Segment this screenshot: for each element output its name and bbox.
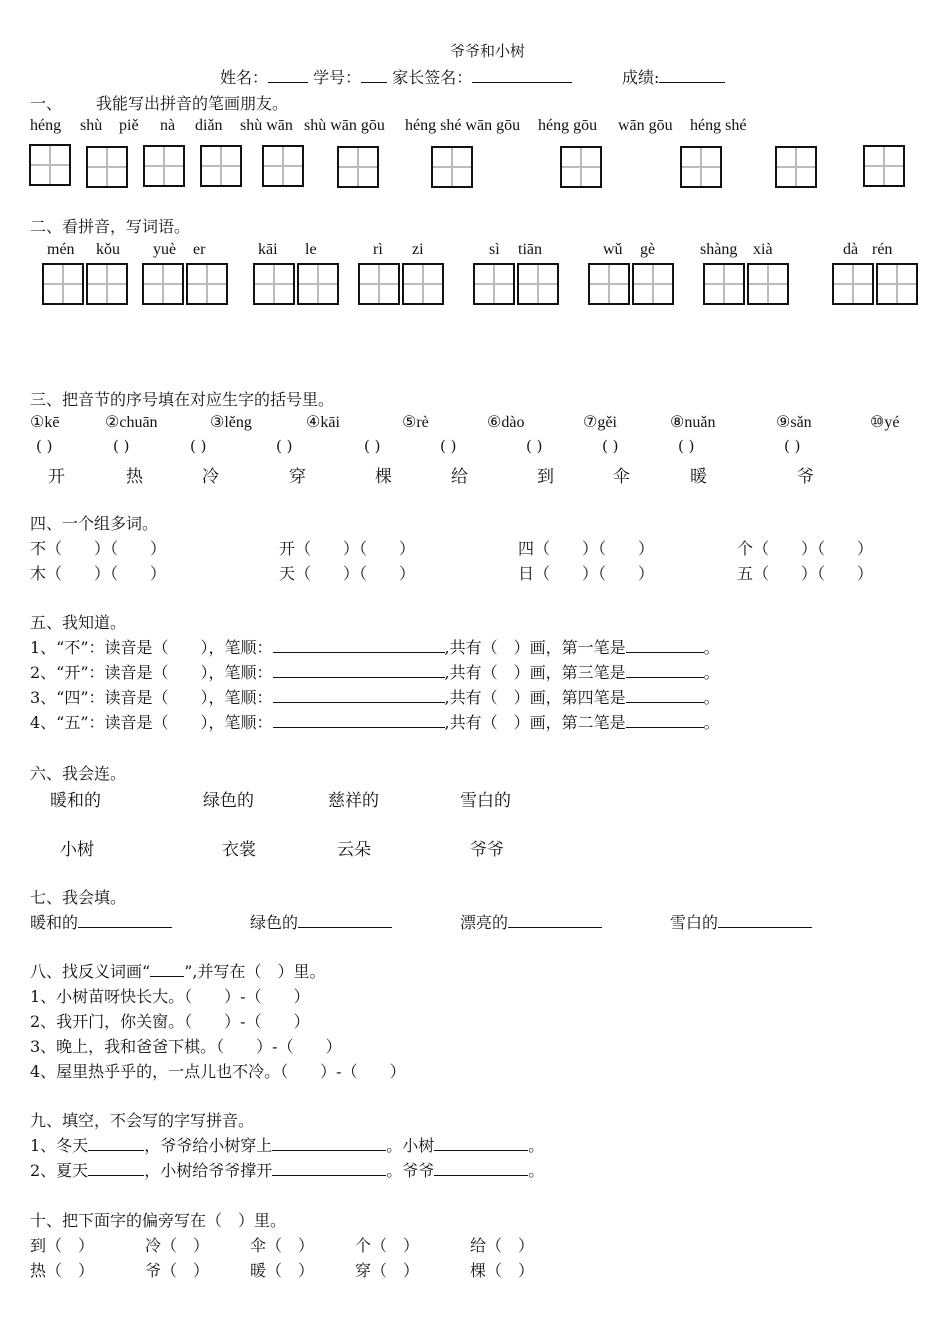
pinyin: zi — [412, 241, 424, 258]
writing-box[interactable] — [560, 146, 602, 188]
fill-blank[interactable] — [272, 1136, 386, 1151]
writing-box[interactable] — [142, 263, 184, 305]
hanzi: 穿 — [289, 467, 306, 487]
word-group[interactable]: 个（ ）（ ） — [737, 539, 874, 558]
know-line — [30, 685, 720, 708]
pinyin: kǒu — [96, 241, 120, 258]
fill-blank[interactable] — [88, 1136, 144, 1151]
syllable: ⑩yé — [870, 414, 900, 431]
know-line-pre: 4、“五”：读音是（ ），笔顺： — [30, 713, 273, 732]
match-word[interactable]: 绿色的 — [203, 791, 254, 811]
antonym-line[interactable]: 2、我开门，你关窗。（ ）-（ ） — [30, 1012, 310, 1031]
s10-title: 十、把下面字的偏旁写在（ ）里。 — [30, 1211, 287, 1230]
s8-title — [30, 959, 325, 982]
answer-paren[interactable]: ( ) — [678, 437, 695, 455]
stroke-blank[interactable] — [626, 663, 704, 678]
know-line-pre: 3、“四”：读音是（ ），笔顺： — [30, 688, 273, 707]
hanzi: 爷 — [797, 467, 814, 487]
writing-box[interactable] — [473, 263, 515, 305]
word-group[interactable]: 五（ ）（ ） — [737, 564, 874, 583]
match-word[interactable]: 衣裳 — [222, 840, 256, 860]
fill-blank[interactable] — [508, 913, 602, 928]
stroke-name: wān gōu — [618, 117, 673, 134]
radical-item[interactable]: 个（ ） — [355, 1236, 420, 1255]
hanzi: 暖 — [690, 467, 707, 487]
stroke-name: héng — [30, 117, 62, 134]
fill-blank[interactable] — [78, 913, 172, 928]
syllable: ⑤rè — [402, 414, 429, 431]
syllable: ④kāi — [306, 414, 340, 431]
writing-box[interactable] — [703, 263, 745, 305]
stroke-name: shù wān gōu — [304, 117, 385, 134]
s8-title-post: ”,并写在（ ）里。 — [184, 962, 326, 981]
stroke-name: héng gōu — [538, 117, 598, 134]
fill-blank[interactable] — [88, 1161, 144, 1176]
page-title: 爷爷和小树 — [450, 42, 526, 60]
sentence-part: 。爷爷 — [386, 1161, 435, 1180]
stroke-name: piě — [119, 117, 139, 134]
id-label: 学号： — [313, 68, 362, 87]
know-line — [30, 635, 720, 658]
answer-paren[interactable]: ( ) — [440, 437, 457, 455]
pinyin: xià — [753, 241, 773, 258]
pinyin: gè — [640, 241, 656, 258]
word-group[interactable]: 木（ ）（ ） — [30, 564, 167, 583]
name-label: 姓名： — [220, 68, 269, 87]
word-group[interactable]: 四（ ）（ ） — [518, 539, 655, 558]
stroke-order-blank[interactable] — [273, 663, 445, 678]
match-word[interactable]: 云朵 — [337, 840, 371, 860]
word-group[interactable]: 日（ ）（ ） — [518, 564, 655, 583]
radical-item[interactable]: 冷（ ） — [145, 1236, 210, 1255]
score-blank[interactable] — [659, 68, 725, 83]
writing-box[interactable] — [253, 263, 295, 305]
know-line-pre: 1、“不”：读音是（ ），笔顺： — [30, 638, 273, 657]
sentence-part: 1、冬天 — [30, 1136, 89, 1155]
writing-box[interactable] — [262, 145, 304, 187]
s2-title: 二、看拼音，写词语。 — [30, 217, 191, 236]
writing-box[interactable] — [680, 146, 722, 188]
hanzi: 到 — [537, 467, 554, 487]
radical-item[interactable]: 穿（ ） — [355, 1261, 420, 1280]
s1-title: 我能写出拼音的笔画朋友。 — [96, 94, 289, 113]
fill-label: 漂亮的 — [460, 913, 509, 932]
fill-item — [460, 910, 602, 933]
writing-box[interactable] — [29, 144, 71, 186]
match-word[interactable]: 慈祥的 — [328, 791, 379, 811]
fill-item — [30, 910, 172, 933]
writing-box[interactable] — [297, 263, 339, 305]
fill-item — [670, 910, 812, 933]
answer-paren[interactable]: ( ) — [526, 437, 543, 455]
answer-paren[interactable]: ( ) — [784, 437, 801, 455]
word-group[interactable]: 开（ ）（ ） — [279, 539, 416, 558]
s4-title: 四、一个组多词。 — [30, 514, 159, 533]
answer-paren[interactable]: ( ) — [602, 437, 619, 455]
writing-box[interactable] — [42, 263, 84, 305]
pinyin: wǔ — [603, 241, 623, 258]
syllable: ③lěng — [210, 414, 252, 431]
writing-box[interactable] — [588, 263, 630, 305]
radical-item[interactable]: 爷（ ） — [145, 1261, 210, 1280]
stroke-name: héng shé — [690, 117, 747, 134]
score-label: 成绩: — [622, 68, 660, 87]
hanzi: 热 — [126, 467, 143, 487]
stroke-order-blank[interactable] — [273, 638, 445, 653]
writing-box[interactable] — [358, 263, 400, 305]
writing-box[interactable] — [775, 146, 817, 188]
word-group[interactable]: 不（ ）（ ） — [30, 539, 167, 558]
fill-label: 暖和的 — [30, 913, 79, 932]
hanzi: 冷 — [202, 467, 219, 487]
pinyin: dà — [843, 241, 859, 258]
fill-label: 绿色的 — [250, 913, 299, 932]
antonym-line[interactable]: 1、小树苗呀快长大。（ ）-（ ） — [30, 987, 310, 1006]
radical-item[interactable]: 伞（ ） — [250, 1236, 315, 1255]
pinyin: rì — [373, 241, 383, 258]
know-line — [30, 660, 720, 683]
s7-title: 七、我会填。 — [30, 888, 127, 907]
sentence-part: ，小树给爷爷撑开 — [144, 1161, 273, 1180]
writing-box[interactable] — [863, 145, 905, 187]
match-word[interactable]: 小树 — [60, 840, 94, 860]
fill-sentence — [30, 1133, 544, 1156]
writing-box[interactable] — [517, 263, 559, 305]
writing-box[interactable] — [200, 145, 242, 187]
stroke-name: nà — [160, 117, 176, 134]
s1-num: 一、 — [30, 94, 63, 113]
syllable: ①kē — [30, 414, 60, 431]
s6-title: 六、我会连。 — [30, 764, 127, 783]
sentence-part: 。小树 — [386, 1136, 435, 1155]
fill-blank[interactable] — [718, 913, 812, 928]
hanzi: 伞 — [613, 467, 630, 487]
pinyin: er — [193, 241, 206, 258]
hanzi: 开 — [48, 467, 65, 487]
know-line-mid: ,共有（ ）画，第二笔是 — [444, 713, 626, 732]
radical-item[interactable]: 棵（ ） — [470, 1261, 535, 1280]
fill-blank[interactable] — [298, 913, 392, 928]
syllable: ⑧nuǎn — [670, 414, 716, 431]
writing-box[interactable] — [86, 263, 128, 305]
know-line — [30, 710, 720, 733]
pinyin: mén — [47, 241, 75, 258]
syllable: ⑦gěi — [583, 414, 617, 431]
s5-title: 五、我知道。 — [30, 613, 127, 632]
stroke-name: shù wān — [240, 117, 293, 134]
s9-title: 九、填空，不会写的字写拼音。 — [30, 1111, 255, 1130]
stroke-name: shù — [80, 117, 103, 134]
radical-item[interactable]: 热（ ） — [30, 1261, 95, 1280]
s3-title: 三、把音节的序号填在对应生字的括号里。 — [30, 390, 335, 409]
hanzi: 棵 — [375, 467, 392, 487]
id-blank[interactable] — [361, 68, 387, 83]
know-line-mid: ,共有（ ）画，第一笔是 — [444, 638, 626, 657]
sentence-part: ，爷爷给小树穿上 — [144, 1136, 273, 1155]
name-blank[interactable] — [268, 68, 308, 83]
pinyin: sì — [489, 241, 500, 258]
stroke-blank[interactable] — [626, 688, 704, 703]
answer-paren[interactable]: ( ) — [364, 437, 381, 455]
stroke-order-blank[interactable] — [273, 688, 445, 703]
answer-paren[interactable]: ( ) — [113, 437, 130, 455]
parent-blank[interactable] — [472, 68, 572, 83]
pinyin: rén — [872, 241, 893, 258]
writing-box[interactable] — [876, 263, 918, 305]
fill-blank[interactable] — [434, 1136, 528, 1151]
parent-label: 家长签名： — [392, 68, 473, 87]
radical-item[interactable]: 暖（ ） — [250, 1261, 315, 1280]
radical-item[interactable]: 到（ ） — [30, 1236, 95, 1255]
syllable: ②chuān — [105, 414, 158, 431]
fill-blank[interactable] — [272, 1161, 386, 1176]
syllable: ⑥dào — [487, 414, 525, 431]
know-line-mid: ,共有（ ）画，第四笔是 — [444, 688, 626, 707]
writing-box[interactable] — [186, 263, 228, 305]
writing-box[interactable] — [86, 146, 128, 188]
syllable: ⑨sǎn — [776, 414, 812, 431]
sentence-part: 。 — [528, 1136, 545, 1155]
stroke-blank[interactable] — [626, 713, 704, 728]
know-line-end: 。 — [703, 663, 720, 682]
pinyin: yuè — [153, 241, 177, 258]
match-word[interactable]: 暖和的 — [50, 791, 101, 811]
know-line-end: 。 — [703, 713, 720, 732]
know-line-mid: ,共有（ ）画，第三笔是 — [444, 663, 626, 682]
fill-item — [250, 910, 392, 933]
writing-box[interactable] — [402, 263, 444, 305]
answer-paren[interactable]: ( ) — [36, 437, 53, 455]
stroke-name: héng shé wān gōu — [405, 117, 521, 134]
answer-paren[interactable]: ( ) — [190, 437, 207, 455]
writing-box[interactable] — [143, 145, 185, 187]
pinyin: le — [305, 241, 317, 258]
antonym-line[interactable]: 3、晚上，我和爸爸下棋。（ ）-（ ） — [30, 1037, 342, 1056]
answer-paren[interactable]: ( ) — [276, 437, 293, 455]
match-word[interactable]: 雪白的 — [460, 791, 511, 811]
underline-sample — [150, 962, 184, 977]
radical-item[interactable]: 给（ ） — [470, 1236, 535, 1255]
stroke-name: diǎn — [195, 117, 223, 134]
know-line-pre: 2、“开”：读音是（ ），笔顺： — [30, 663, 273, 682]
writing-box[interactable] — [747, 263, 789, 305]
pinyin: kāi — [258, 241, 278, 258]
writing-box[interactable] — [431, 146, 473, 188]
fill-blank[interactable] — [434, 1161, 528, 1176]
antonym-line[interactable]: 4、屋里热乎乎的，一点儿也不冷。（ ）-（ ） — [30, 1062, 406, 1081]
know-line-end: 。 — [703, 638, 720, 657]
sentence-part: 2、夏天 — [30, 1161, 89, 1180]
writing-box[interactable] — [337, 146, 379, 188]
writing-box[interactable] — [632, 263, 674, 305]
match-word[interactable]: 爷爷 — [470, 840, 504, 860]
stroke-order-blank[interactable] — [273, 713, 445, 728]
pinyin: tiān — [518, 241, 542, 258]
stroke-blank[interactable] — [626, 638, 704, 653]
s8-title-pre: 八、找反义词画“ — [30, 962, 151, 981]
pinyin: shàng — [700, 241, 738, 258]
know-line-end: 。 — [703, 688, 720, 707]
score-line — [622, 65, 725, 88]
fill-label: 雪白的 — [670, 913, 719, 932]
writing-box[interactable] — [832, 263, 874, 305]
hanzi: 给 — [451, 467, 468, 487]
fill-sentence — [30, 1158, 544, 1181]
student-info-line — [220, 65, 572, 88]
sentence-part: 。 — [528, 1161, 545, 1180]
word-group[interactable]: 天（ ）（ ） — [279, 564, 416, 583]
